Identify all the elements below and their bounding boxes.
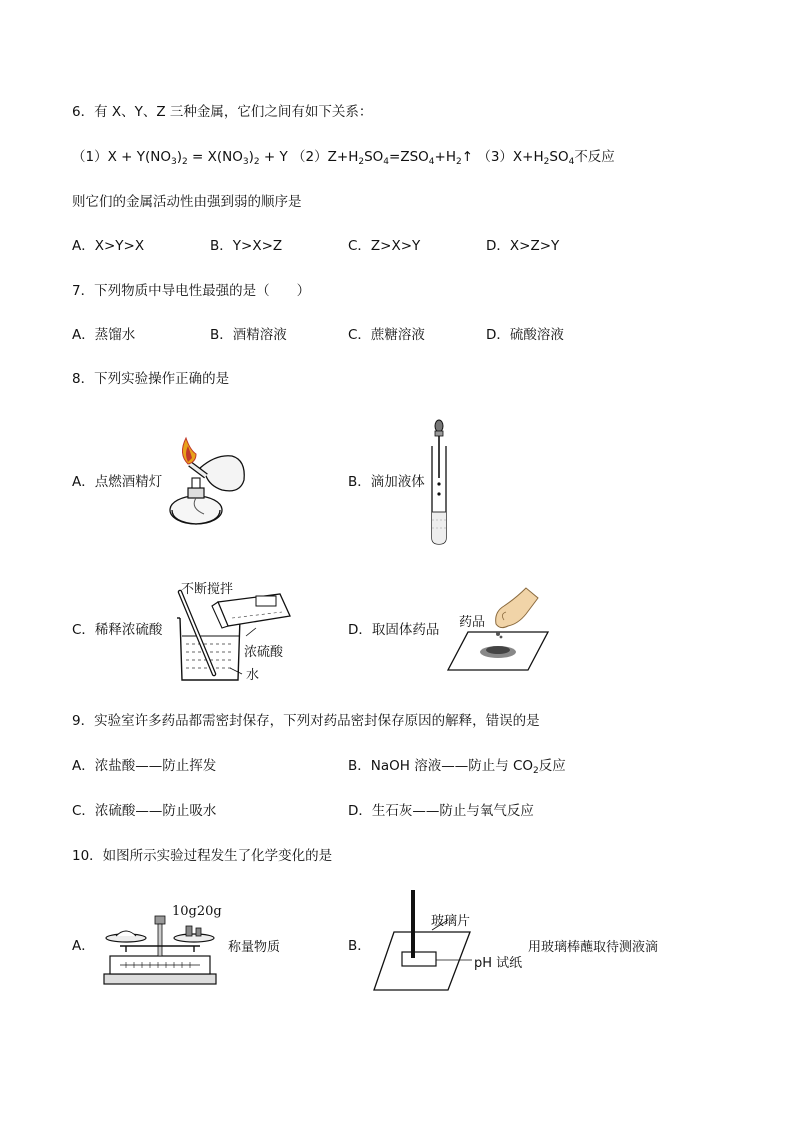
q9-option-b[interactable] <box>348 757 566 775</box>
glass-label: 玻璃片 <box>431 914 471 929</box>
acid-label: 浓硫酸 <box>244 645 284 660</box>
q6-rel-text: + Y （2）Z+H <box>259 149 359 165</box>
q8-stem: 8．下列实验操作正确的是 <box>72 371 230 387</box>
q6-option-b[interactable]: B．Y>X>Z <box>210 238 283 254</box>
q6-rel-text: （1）X + Y(NO <box>72 149 171 165</box>
q9-option-b-sub: 2 <box>533 766 539 776</box>
q6-rel-text: SO <box>364 149 384 165</box>
q9-option-b-text: B．NaOH 溶液——防止与 CO <box>348 758 534 774</box>
q10-a-caption: 称量物质 <box>228 940 281 955</box>
q6-rel-sub: 4 <box>568 157 575 167</box>
q6-rel-sub: 2 <box>456 157 462 167</box>
q9-option-d[interactable]: D．生石灰——防止与氧气反应 <box>348 803 534 819</box>
q8-option-d[interactable]: D．取固体药品 <box>348 622 440 638</box>
q6-rel-sub: 2 <box>182 157 188 167</box>
q7-option-b[interactable]: B．酒精溶液 <box>210 327 287 343</box>
stir-label: 不断搅拌 <box>181 582 234 597</box>
q9-option-b-text: 反应 <box>538 758 566 774</box>
q10-option-a[interactable]: A． <box>72 938 95 954</box>
q6-rel-text: = X(NO <box>187 149 243 165</box>
q9-option-a[interactable]: A．浓盐酸——防止挥发 <box>72 758 217 774</box>
q7-option-c[interactable]: C．蔗糖溶液 <box>348 327 425 343</box>
q8-option-b[interactable]: B．滴加液体 <box>348 474 425 490</box>
q10-b-caption: 用玻璃棒蘸取待测液滴 <box>528 940 659 955</box>
ph-paper-figure <box>372 888 472 994</box>
q6-rel-sub: 2 <box>543 157 550 167</box>
weights-label: 10g20g <box>172 904 222 919</box>
q8-option-a[interactable]: A．点燃酒精灯 <box>72 474 163 490</box>
q6-option-a[interactable]: A．X>Y>X <box>72 238 145 254</box>
q6-option-d[interactable]: D．X>Z>Y <box>486 238 560 254</box>
q6-rel-text: ↑ （3）X+H <box>461 149 544 165</box>
q7-option-a[interactable]: A．蒸馏水 <box>72 327 136 343</box>
q7-option-d[interactable]: D．硫酸溶液 <box>486 327 564 343</box>
q10-option-b[interactable]: B． <box>348 938 371 954</box>
q6-ask: 则它们的金属活动性由强到弱的顺序是 <box>72 194 302 210</box>
q10-stem: 10．如图所示实验过程发生了化学变化的是 <box>72 848 333 864</box>
q6-rel-text: ) <box>248 149 254 165</box>
water-label: 水 <box>246 668 260 683</box>
q6-rel-sub: 2 <box>358 157 365 167</box>
q6-relations <box>72 148 615 166</box>
q6-rel-text: SO <box>549 149 569 165</box>
q6-option-c[interactable]: C．Z>X>Y <box>348 238 421 254</box>
q8-option-c[interactable]: C．稀释浓硫酸 <box>72 622 163 638</box>
q6-rel-text: 不反应 <box>574 149 615 165</box>
q6-rel-sub: 3 <box>170 157 177 167</box>
q6-rel-text: +H <box>434 149 456 165</box>
q6-rel-sub: 4 <box>428 157 435 167</box>
q6-rel-sub: 4 <box>383 157 390 167</box>
q9-option-c[interactable]: C．浓硫酸——防止吸水 <box>72 803 217 819</box>
q6-rel-sub: 2 <box>253 157 260 167</box>
drug-label: 药品 <box>459 615 486 630</box>
dropper-test-tube-figure <box>424 420 454 546</box>
q6-rel-sub: 3 <box>242 157 249 167</box>
q7-stem: 7．下列物质中导电性最强的是（ ） <box>72 283 311 299</box>
q6-rel-text: ) <box>176 149 182 165</box>
ph-paper-label: pH 试纸 <box>474 956 523 971</box>
q6-rel-text: =ZSO <box>389 149 429 165</box>
balance-figure <box>100 912 220 988</box>
q9-stem: 9．实验室许多药品都需密封保存，下列对药品密封保存原因的解释，错误的是 <box>72 713 540 729</box>
alcohol-lamp-figure <box>160 432 252 528</box>
q6-stem: 6．有 X、Y、Z 三种金属，它们之间有如下关系： <box>72 104 373 120</box>
dilute-acid-figure <box>172 588 302 684</box>
